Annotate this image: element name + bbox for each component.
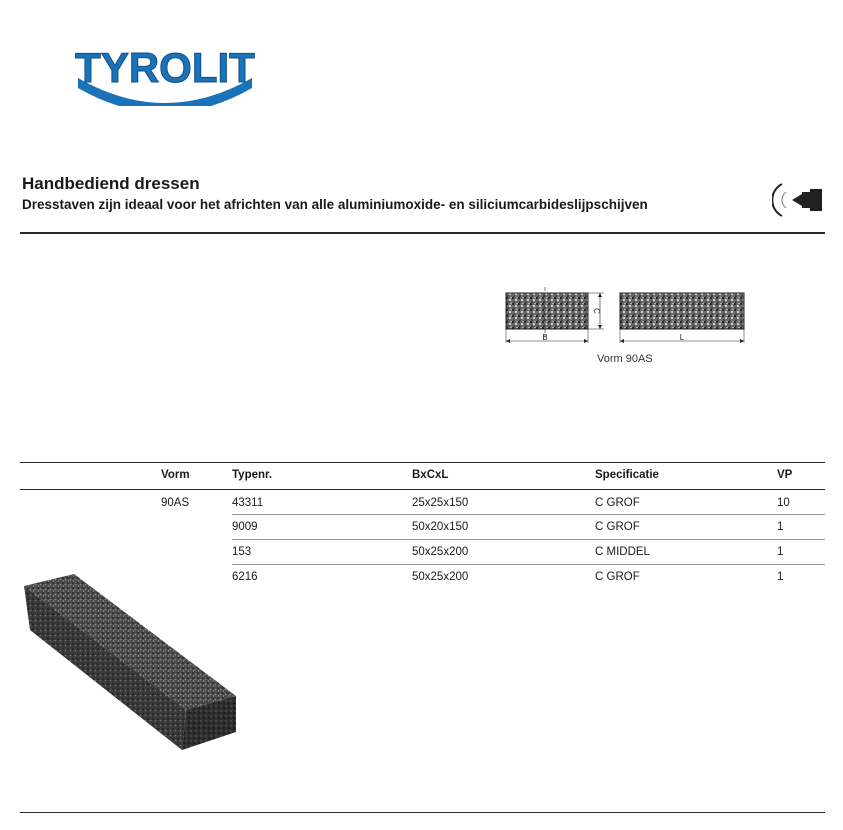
table-row-spec: C GROF [595, 521, 640, 533]
header-typenr: Typenr. [232, 469, 273, 481]
table-header-rule [20, 489, 825, 490]
table-row-type: 43311 [232, 497, 264, 509]
table-row-type: 6216 [232, 571, 258, 583]
tyrolit-logo [70, 38, 260, 106]
table-row-type: 153 [232, 546, 252, 558]
page-subtitle: Dresstaven zijn ideaal voor het africhten van alle aluminiumoxide- en siliciumcarbideslijpschijven [22, 197, 648, 212]
header-vp: VP [777, 469, 793, 481]
row-divider [232, 514, 825, 515]
svg-text:TYROLIT: TYROLIT [75, 44, 255, 91]
page-title: Handbediend dressen [22, 174, 200, 193]
table-row-spec: C MIDDEL [595, 546, 650, 558]
row-divider [232, 564, 825, 565]
row-divider [232, 539, 825, 540]
table-row-spec: C GROF [595, 571, 640, 583]
table-row-vp: 10 [777, 497, 790, 509]
header-bxcxl: BxCxL [412, 469, 449, 481]
dimension-b-label: B [542, 333, 548, 342]
header-divider [20, 232, 825, 234]
header-vorm: Vorm [161, 469, 190, 481]
table-row-bxcxl: 50x25x200 [412, 571, 469, 583]
dimension-l-label: L [679, 333, 685, 342]
dressing-stick-photo [22, 572, 238, 752]
dressing-tool-icon [772, 178, 824, 222]
table-row-spec: C GROF [595, 497, 640, 509]
vorm-cell: 90AS [161, 497, 190, 509]
footer-divider [20, 812, 825, 813]
table-top-rule [20, 462, 825, 463]
table-row-vp: 1 [777, 546, 784, 558]
table-row-bxcxl: 50x25x200 [412, 546, 469, 558]
drawing-caption: Vorm 90AS [597, 353, 653, 365]
table-row-vp: 1 [777, 571, 784, 583]
table-row-bxcxl: 50x20x150 [412, 521, 469, 533]
table-row-bxcxl: 25x25x150 [412, 497, 469, 509]
header-specificatie: Specificatie [595, 469, 659, 481]
table-row-vp: 1 [777, 521, 784, 533]
dimension-c-label: C [592, 308, 601, 314]
table-row-type: 9009 [232, 521, 258, 533]
shape-drawing [500, 285, 755, 347]
